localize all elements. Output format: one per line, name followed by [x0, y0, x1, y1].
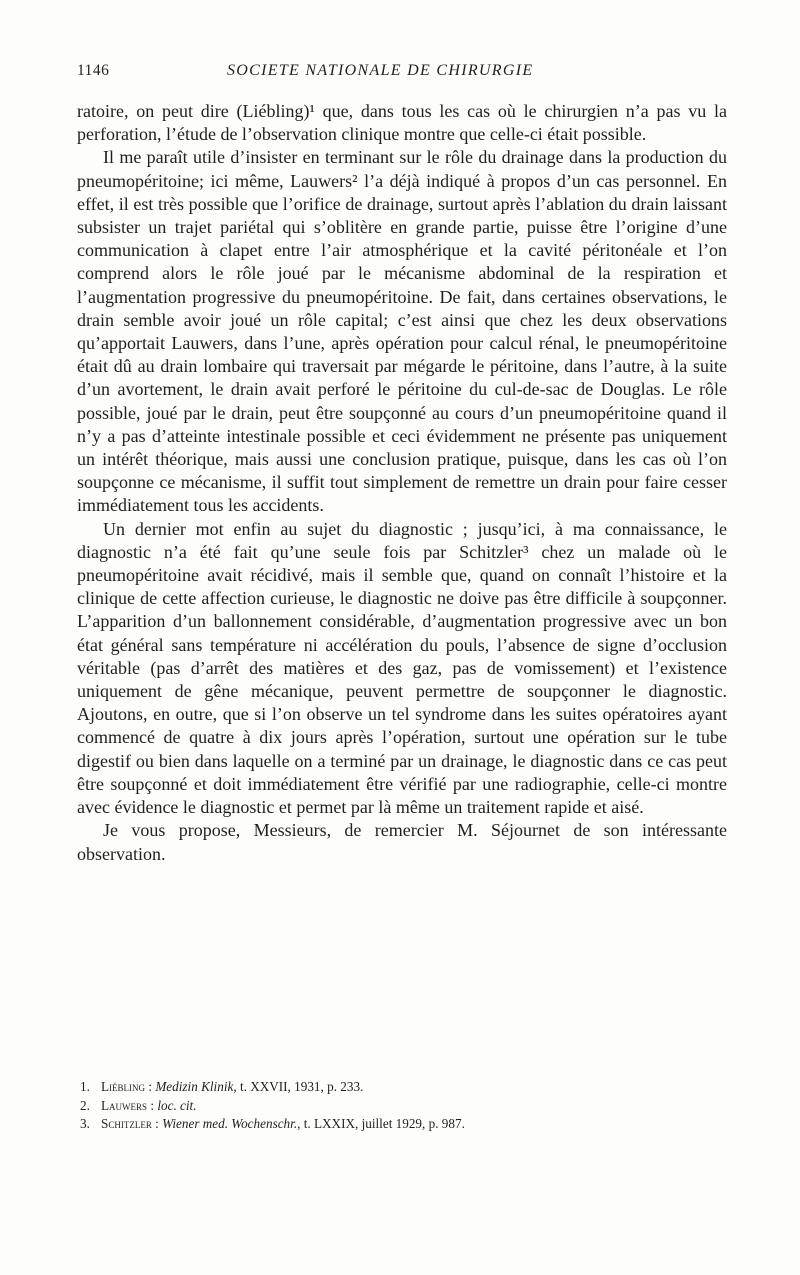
footnote-work: Wiener med. Wochenschr. [162, 1116, 298, 1132]
paragraph-drainage: Il me paraît utile d’insister en terminant sur le rôle du drainage dans la production du pneumopéritoine; ici même, Lauwers² l’a déjà indiqué à propos d’un cas personnel. En effet, il est très possible que l’orifice de drainage, surtout après l’ablation du drain laissant subsister un trajet pariétal qui s’oblitère en grande partie, puisse être l’origine d’une communication à clapet entre l’air atmosphérique et la cavité péritonéale et l’on comprend alors le rôle joué par le mécanisme abdominal de la respiration et l’augmentation progressive du pneumopéritoine. De fait, dans certaines observations, le drain semble avoir joué un rôle capital; c’est ainsi que chez les deux observations qu’apportait Lauwers, dans l’une, après opération pour calcul rénal, le pneumopéritoine était dû au drain lombaire qui traversait par mégarde le péritoine, dans l’autre, à la suite d’un avortement, le drain avait perforé le péritoine du cul-de-sac de Douglas. Le rôle possible, joué par le drain, peut être soupçonné au cours d’un pneumopéritoine quand il n’y a pas d’atteinte intestinale possible et ceci évidemment ne présente pas uniquement un intérêt théorique, mais aussi une conclusion pratique, puisque, dans les cas où l’on soupçonne ce mécanisme, il suffit tout simplement de remettre un drain pour faire cesser immédiatement tous les accidents. [77, 147, 727, 516]
journal-title: SOCIETE NATIONALE DE CHIRURGIE [227, 62, 534, 79]
footnote-item [80, 1115, 720, 1134]
footnote-work: loc. cit. [157, 1097, 197, 1113]
footnote-item [80, 1097, 720, 1116]
paragraph-diagnostic: Un dernier mot enfin au sujet du diagnostic ; jusqu’ici, à ma connaissance, le diagnostic n’a été fait qu’une seule fois par Schitzler³ chez un malade où le pneumopéritoine avait récidivé, mais il semble que, quand on connaît l’histoire et la clinique de cette affection curieuse, le diagnostic ne doive pas être difficile à soupçonner. L’apparition d’un ballonnement considérable, d’augmentation progressive avec un bon état général sans température ni accélération du pouls, l’absence de signe d’occlusion véritable (pas d’arrêt des matières et des gaz, pas de vomissement) et l’existence uniquement de gêne mécanique, peuvent permettre de soupçonner le diagnostic. Ajoutons, en outre, que si l’on observe un tel syndrome dans les suites opératoires ayant commencé de quatre à dix jours après l’opération, surtout une opération sur le tube digestif ou bien dans laquelle on a terminé par un drainage, le diagnostic dans ce cas peut être soupçonné et doit immédiatement être vérifié par une radiographie, celle-ci montre avec évidence le diagnostic et permet par là même un traitement rapide et aisé. [77, 518, 727, 818]
footnote-author: Lauwers [101, 1097, 148, 1113]
footnote-work: Medizin Klinik [155, 1079, 234, 1094]
footnote-details: , t. LXXIX, juillet 1929, p. 987. [297, 1116, 465, 1132]
paragraph-continuation: ratoire, on peut dire (Liébling)¹ que, dans tous les cas où le chirurgien n’a pas vu la perforation, l’étude de l’observation clinique montre que celle-ci était possible. [77, 101, 727, 145]
footnote-separator: : [145, 1079, 156, 1094]
footnote-number: 3. [80, 1116, 90, 1132]
running-head [77, 62, 727, 86]
footnotes [80, 1078, 720, 1134]
footnote-separator: : [151, 1116, 163, 1132]
footnote-author: Schitzler [101, 1116, 152, 1132]
footnote-details: , t. XXVII, 1931, p. 233. [233, 1079, 364, 1094]
footnote-item [80, 1078, 720, 1097]
footnote-number: 2. [80, 1097, 90, 1113]
footnote-author: Liébling [101, 1079, 146, 1094]
footnote-separator: : [147, 1097, 158, 1113]
footnote-number: 1. [80, 1079, 90, 1094]
page-number: 1146 [77, 62, 110, 79]
article-body [77, 100, 727, 866]
paragraph-conclusion: Je vous propose, Messieurs, de remercier M. Séjournet de son intéressante observation. [77, 820, 727, 864]
